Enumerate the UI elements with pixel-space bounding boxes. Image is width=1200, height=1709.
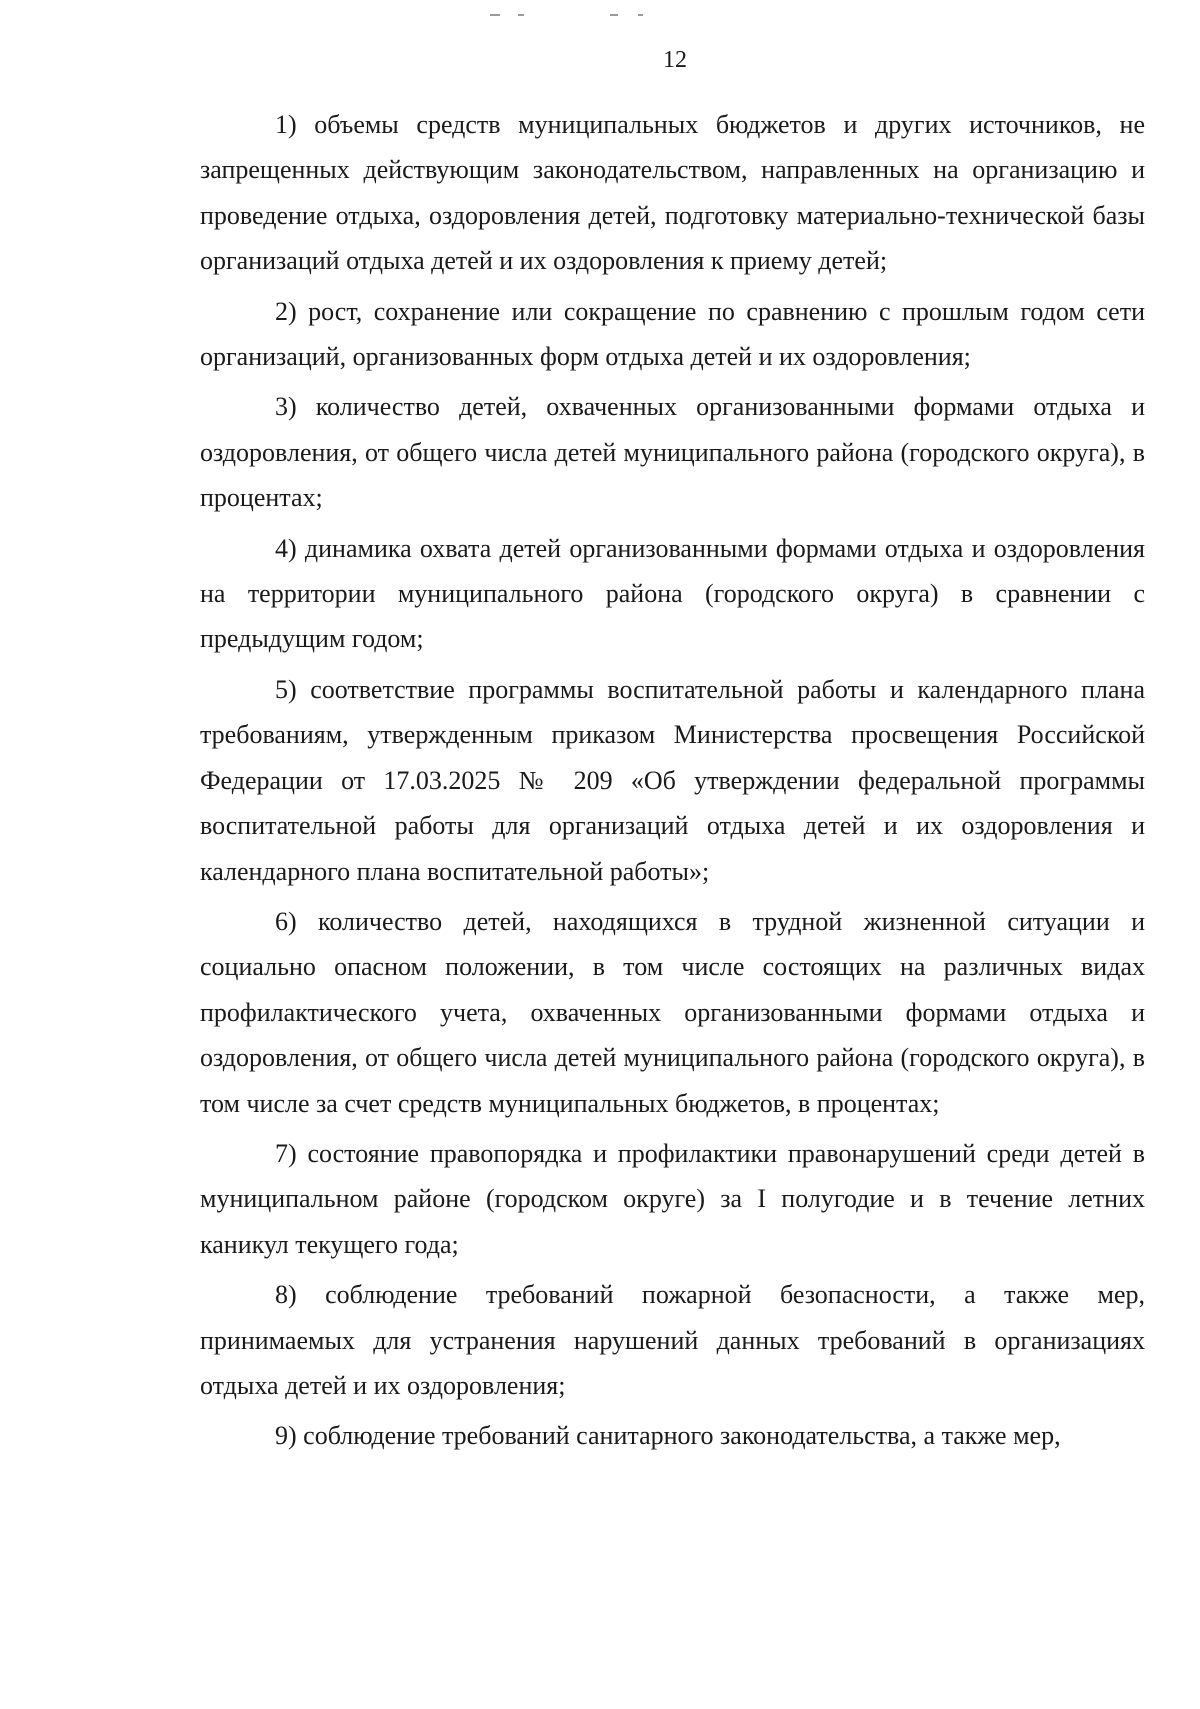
list-item-5: 5) соответствие программы воспитательной работы и календарного плана требованиям, утвержденным приказом Министерства просвещения Российской Федерации от 17.03.2025 № 209 «Об утверждении федеральной программы воспитательной работы для организаций отдыха детей и их оздоровления и календарного плана воспитательной работы»;	[200, 674, 1145, 886]
list-item-1: 1) объемы средств муниципальных бюджетов и других источников, не запрещенных действующим законодательством, направленных на организацию и проведение отдыха, оздоровления детей, подготовку материально-технической базы организаций отдыха детей и их оздоровления к приему детей;	[200, 110, 1145, 276]
list-item-3: 3) количество детей, охваченных организованными формами отдыха и оздоровления, от общего числа детей муниципального района (городского округа), в процентах;	[200, 392, 1145, 513]
list-item-8: 8) соблюдение требований пожарной безопасности, а также мер, принимаемых для устранения нарушений данных требований в организациях отдыха детей и их оздоровления;	[200, 1280, 1145, 1400]
list-item-9: 9) соблюдение требований санитарного законодательства, а также мер,	[275, 1421, 1061, 1451]
list-item-4: 4) динамика охвата детей организованными формами отдыха и оздоровления на территории муниципального района (городского округа) в сравнении с предыдущим годом;	[200, 533, 1145, 654]
list-item-2: 2) рост, сохранение или сокращение по сравнению с прошлым годом сети организаций, организованных форм отдыха детей и их оздоровления;	[200, 296, 1145, 372]
scan-artifact-marks	[490, 14, 690, 20]
document-body	[200, 102, 1145, 1464]
page-number: 12	[663, 47, 687, 73]
list-item-7: 7) состояние правопорядка и профилактики правонарушений среди детей в муниципальном районе (городском округе) за I полугодие и в течение летних каникул текущего года;	[200, 1138, 1145, 1259]
list-item-6: 6) количество детей, находящихся в трудной жизненной ситуации и социально опасном положении, в том числе состоящих на различных видах профилактического учета, охваченных организованными формами отдыха и оздоровления, от общего числа детей муниципального района (городского округа), в том числе за счет средств муниципальных бюджетов, в процентах;	[200, 906, 1145, 1118]
